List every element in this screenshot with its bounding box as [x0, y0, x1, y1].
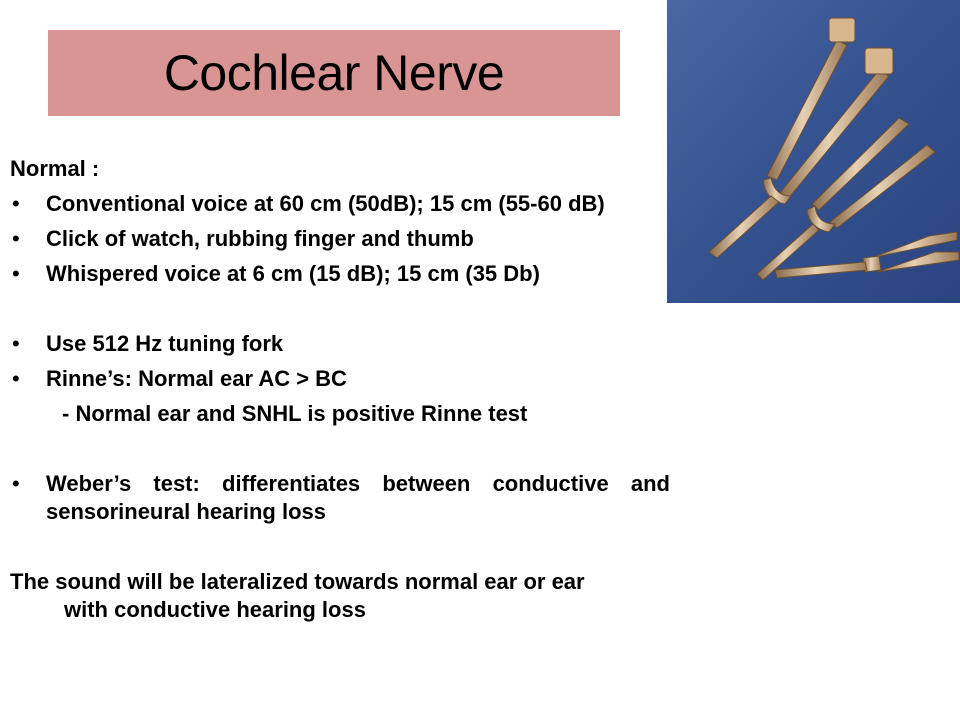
rinne-note: - Normal ear and SNHL is positive Rinne test [62, 401, 528, 426]
list-item [10, 361, 670, 396]
slide-title: Cochlear Nerve [163, 45, 505, 101]
bullet-icon: • [12, 261, 20, 286]
list-item [10, 326, 670, 361]
bullet-text: Weber’s test: differentiates between conductive and sensorineural hearing loss [46, 471, 670, 524]
list-item [10, 186, 670, 221]
slide-body [10, 151, 670, 622]
spacer [10, 431, 670, 466]
conclusion-paragraph [10, 568, 670, 622]
bullet-text: Click of watch, rubbing finger and thumb [46, 226, 474, 251]
list-item [10, 221, 670, 256]
bullet-text: Rinne’s: Normal ear AC > BC [46, 366, 347, 391]
spacer [10, 291, 670, 326]
bullet-text: Use 512 Hz tuning fork [46, 331, 284, 356]
list-item [10, 256, 670, 291]
normal-heading: Normal : [10, 156, 100, 181]
title-banner [48, 30, 620, 116]
spacer [10, 526, 670, 568]
bullet-icon: • [12, 226, 20, 251]
bullet-icon: • [12, 366, 20, 391]
conclusion-line: The sound will be lateralized towards normal ear or ear [10, 569, 585, 594]
bullet-icon: • [12, 471, 20, 496]
bullet-text: Conventional voice at 60 cm (50dB); 15 cm (55-60 dB) [46, 191, 605, 216]
list-item [10, 466, 670, 526]
conclusion-line: with conductive hearing loss [64, 597, 366, 622]
tuning-forks-photo [667, 0, 960, 303]
bullet-icon: • [12, 191, 20, 216]
bullet-text: Whispered voice at 6 cm (15 dB); 15 cm (35 Db) [46, 261, 540, 286]
bullet-icon: • [12, 331, 20, 356]
